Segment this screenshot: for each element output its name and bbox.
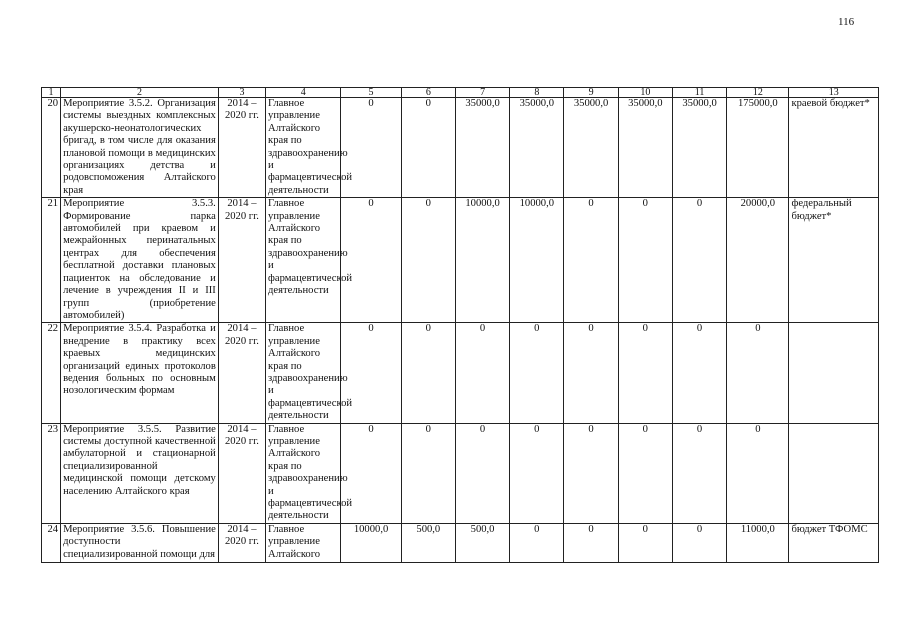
row-number: 22 [42,323,61,423]
amount-2014: 0 [341,98,401,198]
amount-2017: 0 [510,323,564,423]
amount-2017: 10000,0 [510,198,564,323]
amount-2020: 0 [672,523,726,562]
amount-total: 11000,0 [727,523,789,562]
column-header: 13 [789,88,879,98]
amount-total: 0 [727,323,789,423]
column-header: 3 [218,88,265,98]
amount-2019: 35000,0 [618,98,672,198]
amount-2018: 35000,0 [564,98,618,198]
amount-2016: 0 [455,423,509,523]
implementation-period: 2014 – 2020 гг. [218,198,265,323]
column-header: 1 [42,88,61,98]
amount-2014: 10000,0 [341,523,401,562]
column-header: 5 [341,88,401,98]
column-header: 4 [266,88,341,98]
amount-2016: 500,0 [455,523,509,562]
executor: Главное управление Алтайского края по здравоохранению и фармацевтической деятельности [266,423,341,523]
amount-2015: 0 [401,323,455,423]
implementation-period: 2014 – 2020 гг. [218,323,265,423]
amount-2015: 500,0 [401,523,455,562]
amount-total: 0 [727,423,789,523]
amount-2020: 0 [672,198,726,323]
amount-2016: 0 [455,323,509,423]
column-header: 11 [672,88,726,98]
funding-source: федеральный бюджет* [789,198,879,323]
column-header: 10 [618,88,672,98]
executor: Главное управление Алтайского края по здравоохранению и фармацевтической деятельности [266,198,341,323]
table-body [42,88,879,563]
amount-2014: 0 [341,423,401,523]
table-row [42,423,879,523]
executor: Главное управление Алтайского [266,523,341,562]
amount-2016: 35000,0 [455,98,509,198]
funding-source: краевой бюджет* [789,98,879,198]
column-header: 8 [510,88,564,98]
column-header: 7 [455,88,509,98]
implementation-period: 2014 – 2020 гг. [218,423,265,523]
amount-2015: 0 [401,423,455,523]
amount-2020: 35000,0 [672,98,726,198]
activity-description: Мероприятие 3.5.4. Разработка и внедрение в практику всех краевых медицинских организаций единых протоколов ведения больных по основным нозологическим формам [61,323,219,423]
amount-2018: 0 [564,423,618,523]
amount-2014: 0 [341,198,401,323]
amount-2014: 0 [341,323,401,423]
funding-source [789,423,879,523]
amount-2020: 0 [672,423,726,523]
activity-description: Мероприятие 3.5.6. Повышение доступности специализированной помощи для [61,523,219,562]
column-header: 2 [61,88,219,98]
column-header: 9 [564,88,618,98]
activity-description: Мероприятие 3.5.2. Организация системы выездных комплексных акушерско-неонатологических бригад, в том числе для оказания плановой помощи в медицинских организациях детства и родовспоможения Алтайского края [61,98,219,198]
row-number: 24 [42,523,61,562]
amount-2017: 0 [510,423,564,523]
column-number-row [42,88,879,98]
implementation-period: 2014 – 2020 гг. [218,523,265,562]
page-number: 116 [838,16,855,28]
column-header: 12 [727,88,789,98]
funding-source: бюджет ТФОМС [789,523,879,562]
amount-2019: 0 [618,198,672,323]
executor: Главное управление Алтайского края по здравоохранению и фармацевтической деятельности [266,98,341,198]
row-number: 23 [42,423,61,523]
table-row [42,198,879,323]
amount-2020: 0 [672,323,726,423]
amount-2019: 0 [618,323,672,423]
table-row [42,523,879,562]
amount-2017: 35000,0 [510,98,564,198]
amount-2018: 0 [564,323,618,423]
amount-2016: 10000,0 [455,198,509,323]
amount-2017: 0 [510,523,564,562]
funding-source [789,323,879,423]
column-header: 6 [401,88,455,98]
row-number: 21 [42,198,61,323]
activity-description: Мероприятие 3.5.5. Развитие системы доступной качественной амбулаторной и стационарной специализированной медицинской помощи детскому населению Алтайского края [61,423,219,523]
table-row [42,98,879,198]
row-number: 20 [42,98,61,198]
executor: Главное управление Алтайского края по здравоохранению и фармацевтической деятельности [266,323,341,423]
amount-2019: 0 [618,423,672,523]
amount-total: 20000,0 [727,198,789,323]
activity-description: Мероприятие 3.5.3. Формирование парка автомобилей при краевом и межрайонных перинатальных центрах для обеспечения бесплатной доставки плановых пациенток на обследование и лечение в учреждения II и III групп (приобретение автомобилей) [61,198,219,323]
program-activities-table [41,87,879,563]
amount-2015: 0 [401,98,455,198]
amount-2018: 0 [564,198,618,323]
table-row [42,323,879,423]
amount-2019: 0 [618,523,672,562]
implementation-period: 2014 – 2020 гг. [218,98,265,198]
amount-2015: 0 [401,198,455,323]
amount-2018: 0 [564,523,618,562]
amount-total: 175000,0 [727,98,789,198]
